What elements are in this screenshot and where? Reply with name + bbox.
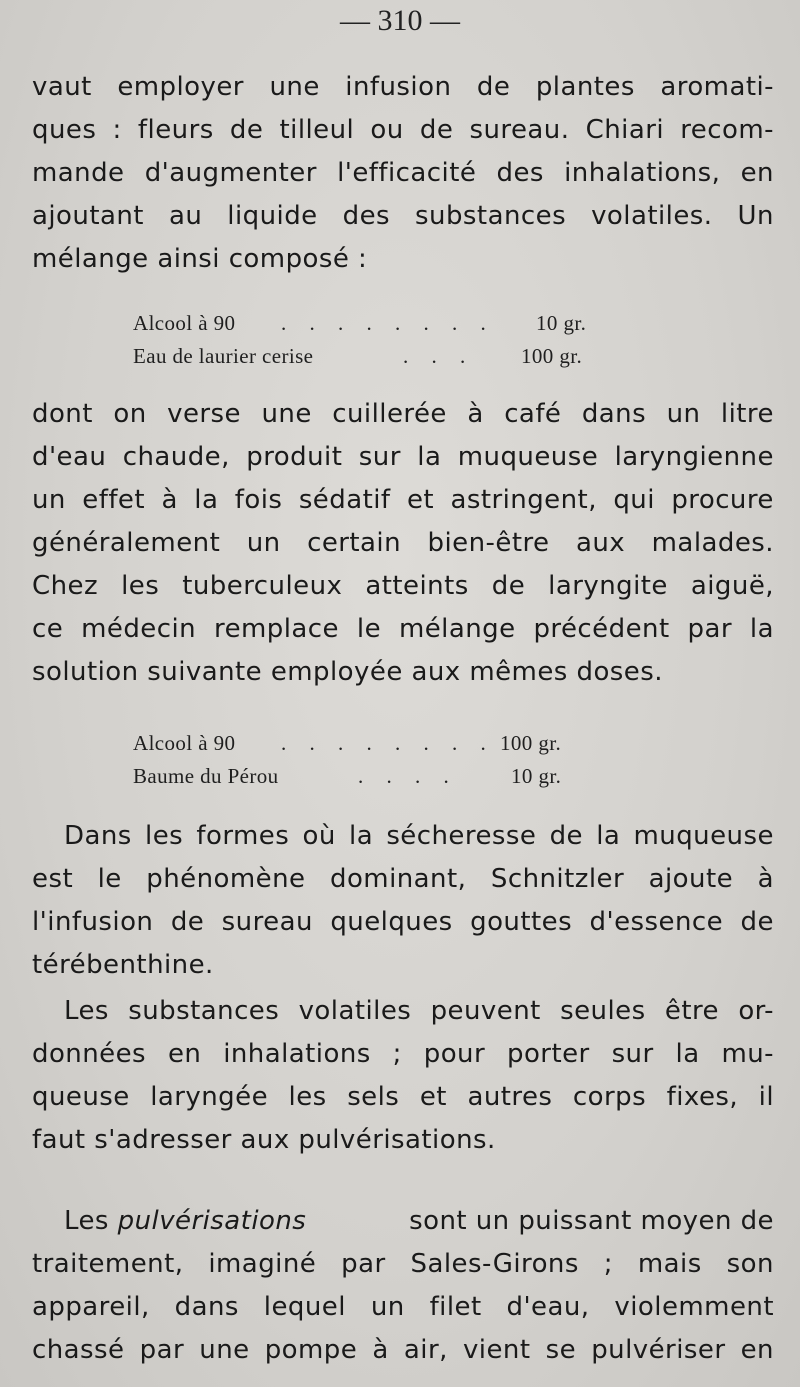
text-line [32, 436, 774, 479]
word: sécheresse [386, 821, 537, 851]
leader-dots: . . . . . . . . [281, 731, 495, 755]
word: tilleul [279, 115, 355, 145]
formula-2 [133, 727, 603, 793]
word: sels [347, 1082, 400, 1112]
word: d'eau, [506, 1292, 590, 1322]
word: lequel [263, 1292, 346, 1322]
word: la [194, 485, 219, 515]
word: or- [738, 996, 774, 1026]
word: sureau. [469, 115, 570, 145]
word: sédatif [298, 485, 391, 515]
word: son [726, 1249, 774, 1279]
paragraph-3 [32, 815, 774, 987]
word: plantes [535, 72, 635, 102]
word: air, [403, 1335, 448, 1365]
word: substances [415, 201, 567, 231]
text-line: mélange ainsi composé : [32, 244, 368, 274]
word: de [419, 115, 454, 145]
word: malades. [651, 528, 774, 558]
text-line [32, 109, 774, 152]
word: par [139, 1335, 185, 1365]
text-line [32, 815, 774, 858]
word: est [32, 864, 74, 894]
word: on [113, 399, 147, 429]
word: il [758, 1082, 774, 1112]
word: l'infusion [32, 907, 154, 937]
word: muqueuse [457, 442, 599, 472]
word: la [749, 614, 774, 644]
word: produit [246, 442, 343, 472]
word: une [269, 72, 320, 102]
word: fixes, [666, 1082, 739, 1112]
word: seules [560, 996, 646, 1026]
word: d'essence [589, 907, 724, 937]
paragraph-5 [32, 1200, 774, 1372]
word: d'augmenter [144, 158, 317, 188]
word: procure [671, 485, 774, 515]
text-line [32, 1243, 774, 1286]
ingredient-name: Eau de laurier cerise [133, 344, 314, 368]
word: de [229, 115, 264, 145]
word: gouttes [470, 907, 573, 937]
text-line [32, 522, 774, 565]
word: en [740, 158, 774, 188]
word: à [467, 399, 484, 429]
word: aromati- [660, 72, 774, 102]
word: recom- [680, 115, 774, 145]
word: laryngite [548, 571, 668, 601]
text-run: Les pulvérisations [64, 1206, 307, 1236]
word: les [121, 571, 160, 601]
word: muqueuse [633, 821, 774, 851]
word: astringent, [450, 485, 597, 515]
word: la [675, 1039, 700, 1069]
word: ; [603, 1249, 613, 1279]
word: mande [32, 158, 125, 188]
word: le [97, 864, 122, 894]
word: et [406, 485, 435, 515]
word: à [372, 1335, 389, 1365]
word: chaude, [122, 442, 230, 472]
word: une [199, 1335, 250, 1365]
word: queuse [32, 1082, 130, 1112]
word: litre [720, 399, 774, 429]
word: mais [637, 1249, 702, 1279]
word: employer [117, 72, 244, 102]
word: Dans [64, 821, 132, 851]
word: données [32, 1039, 147, 1069]
word: l'efficacité [337, 158, 477, 188]
word: pour [423, 1039, 486, 1069]
word: des [496, 158, 544, 188]
word: ajoutant [32, 201, 144, 231]
word: fois [234, 485, 283, 515]
word: traitement, [32, 1249, 184, 1279]
ingredient-name: Alcool à 90 [133, 731, 236, 755]
word: en [740, 1335, 774, 1365]
word: de [491, 571, 526, 601]
text-run: sont un puissant moyen de [400, 1206, 774, 1236]
word: le [356, 614, 382, 644]
text-line [32, 195, 774, 238]
word: mu- [721, 1039, 774, 1069]
word: précédent [533, 614, 670, 644]
word: volatiles [298, 996, 412, 1026]
word: dominant, [329, 864, 467, 894]
word: en [167, 1039, 202, 1069]
word: pompe [264, 1335, 358, 1365]
text-line [32, 1329, 774, 1372]
text-line: térébenthine. [32, 950, 214, 980]
word: cuillerée [332, 399, 447, 429]
word: de [170, 907, 205, 937]
word: Schnitzler [490, 864, 625, 894]
word: les [145, 821, 184, 851]
word: substances [128, 996, 280, 1026]
leader-dots: . . . . . . . . [281, 311, 495, 335]
word: inhalations, [564, 158, 721, 188]
word: ques [32, 115, 97, 145]
word: par [687, 614, 732, 644]
word: corps [572, 1082, 647, 1112]
word: verse [167, 399, 241, 429]
paragraph-1 [32, 66, 774, 281]
word: aux [576, 528, 626, 558]
word: peuvent [430, 996, 541, 1026]
word: vaut [32, 72, 92, 102]
word: laryngienne [614, 442, 774, 472]
word: sureau [221, 907, 313, 937]
formula-1 [133, 307, 613, 373]
text-line [32, 1076, 774, 1119]
text-line: solution suivante employée aux mêmes doses. [32, 657, 663, 687]
text-line [32, 1200, 774, 1243]
word: mélange [398, 614, 516, 644]
word: se [545, 1335, 577, 1365]
text-line [32, 393, 774, 436]
word: formes [196, 821, 290, 851]
word: et [419, 1082, 447, 1112]
word: aiguë, [690, 571, 774, 601]
word: chassé [32, 1335, 125, 1365]
word: dont [32, 399, 93, 429]
word: dans [581, 399, 647, 429]
word: la [349, 821, 374, 851]
word: ajoute [648, 864, 734, 894]
word: atteints [365, 571, 469, 601]
word: : [112, 115, 122, 145]
word: filet [429, 1292, 482, 1322]
word: la [596, 821, 621, 851]
text-line [32, 152, 774, 195]
word: des [342, 201, 391, 231]
ingredient-name: Baume du Pérou [133, 764, 279, 788]
word: de [476, 72, 511, 102]
formula-row [133, 727, 603, 760]
text-line [32, 1033, 774, 1076]
word: d'eau [32, 442, 107, 472]
paragraph-4 [32, 990, 774, 1162]
word: porter [507, 1039, 590, 1069]
word: ; [392, 1039, 402, 1069]
ingredient-quantity: 100 gr. [500, 731, 562, 755]
word: par [341, 1249, 386, 1279]
word: Un [737, 201, 774, 231]
word: phénomène [146, 864, 306, 894]
text-line: faut s'adresser aux pulvérisations. [32, 1125, 496, 1155]
word: vient [462, 1335, 531, 1365]
text-line [32, 479, 774, 522]
word: tuberculeux [182, 571, 343, 601]
word: une [261, 399, 312, 429]
word: pulvériser [591, 1335, 726, 1365]
formula-row [133, 340, 613, 373]
ingredient-quantity: 10 gr. [536, 311, 587, 335]
word: au [168, 201, 203, 231]
text-line [32, 608, 774, 651]
ingredient-quantity: 10 gr. [511, 764, 562, 788]
leader-dots: . . . [403, 344, 475, 368]
word: dans [174, 1292, 239, 1322]
word: à [757, 864, 774, 894]
word: ou [370, 115, 404, 145]
word: quelques [330, 907, 453, 937]
word: un [370, 1292, 405, 1322]
word: volatiles. [591, 201, 713, 231]
word: infusion [345, 72, 452, 102]
word: fleurs [137, 115, 214, 145]
text-line [32, 565, 774, 608]
word: médecin [81, 614, 197, 644]
page-number: — 310 — [340, 4, 460, 37]
word: Chez [32, 571, 99, 601]
word: sur [611, 1039, 654, 1069]
word: Chiari [585, 115, 665, 145]
word: ce [32, 614, 64, 644]
text-line [32, 901, 774, 944]
text-line [32, 858, 774, 901]
word: laryngée [150, 1082, 269, 1112]
word: sur [358, 442, 401, 472]
word: Sales-Girons [410, 1249, 579, 1279]
word: Les [64, 996, 109, 1026]
word: certain [307, 528, 402, 558]
ingredient-name: Alcool à 90 [133, 311, 236, 335]
word: qui [613, 485, 655, 515]
word: appareil, [32, 1292, 150, 1322]
word: remplace [214, 614, 339, 644]
text-line [32, 66, 774, 109]
formula-row [133, 760, 603, 793]
word: les [288, 1082, 327, 1112]
word: un [666, 399, 701, 429]
word: de [740, 907, 774, 937]
text-line [32, 1286, 774, 1329]
word: inhalations [223, 1039, 371, 1069]
word: effet [82, 485, 146, 515]
word: bien-être [427, 528, 550, 558]
word: où [302, 821, 336, 851]
word: la [417, 442, 442, 472]
word: généralement [32, 528, 221, 558]
word: imaginé [208, 1249, 317, 1279]
text-line [32, 990, 774, 1033]
formula-row [133, 307, 613, 340]
word: un [246, 528, 281, 558]
word: un [32, 485, 66, 515]
word: liquide [227, 201, 318, 231]
leader-dots: . . . . [358, 764, 458, 788]
word: être [664, 996, 719, 1026]
word: violemment [614, 1292, 774, 1322]
word: café [504, 399, 562, 429]
paragraph-2 [32, 393, 774, 694]
ingredient-quantity: 100 gr. [521, 344, 583, 368]
word: de [549, 821, 583, 851]
emphasized-term: pulvérisations [117, 1206, 307, 1236]
word: autres [467, 1082, 553, 1112]
word: à [161, 485, 178, 515]
